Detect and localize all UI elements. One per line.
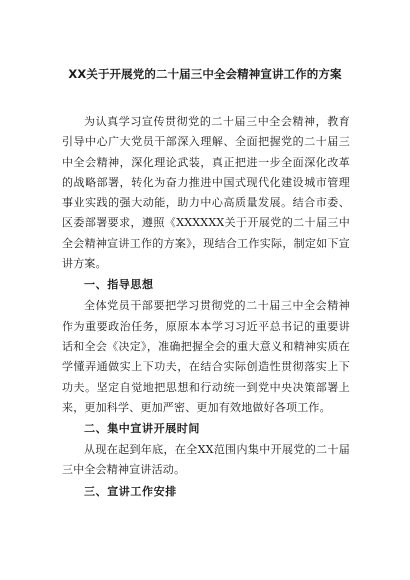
section-heading-guiding-ideology: 一、指导思想 [84, 278, 154, 292]
document-body [62, 112, 350, 503]
intro-paragraph: 为认真学习宣传贯彻党的二十届三中全会精神，教育引导中心广大党员干部深入理解、全面把握党的二十届三中全会精神，深化理论武装，真正把进一步全面深化改革的战略部署，转化为奋力推进中国式现代化建设城市管理事业实践的强大动能，助力中心高质量发展。结合市委、区委部署要求，遵照《XXXXXX关于开展党的二十届三中全会精神宣讲工作的方案》，现结合工作实际，制定如下宣讲方案。 [62, 115, 350, 271]
section-body-guiding-ideology: 全体党员干部要把学习贯彻党的二十届三中全会精神作为重要政治任务，原原本本学习习近平总书记的重要讲话和全会《决定》，准确把握全会的重大意义和精神实质在学懂弄通做实上下功夫，在结合实际创造性贯彻落实上下功夫。坚定自觉地把思想和行动统一到党中央决策部署上来，更加科学、更加严密、更加有效地做好各项工作。 [62, 299, 350, 414]
section-heading-schedule: 二、集中宣讲开展时间 [84, 422, 200, 436]
document-title: XX关于开展党的二十届三中全会精神宣讲工作的方案 [68, 67, 342, 81]
section-body-schedule: 从现在起到年底，在全XX范围内集中开展党的二十届三中全会精神宣讲活动。 [62, 443, 350, 477]
section-heading-arrangements: 三、宣讲工作安排 [84, 484, 177, 498]
